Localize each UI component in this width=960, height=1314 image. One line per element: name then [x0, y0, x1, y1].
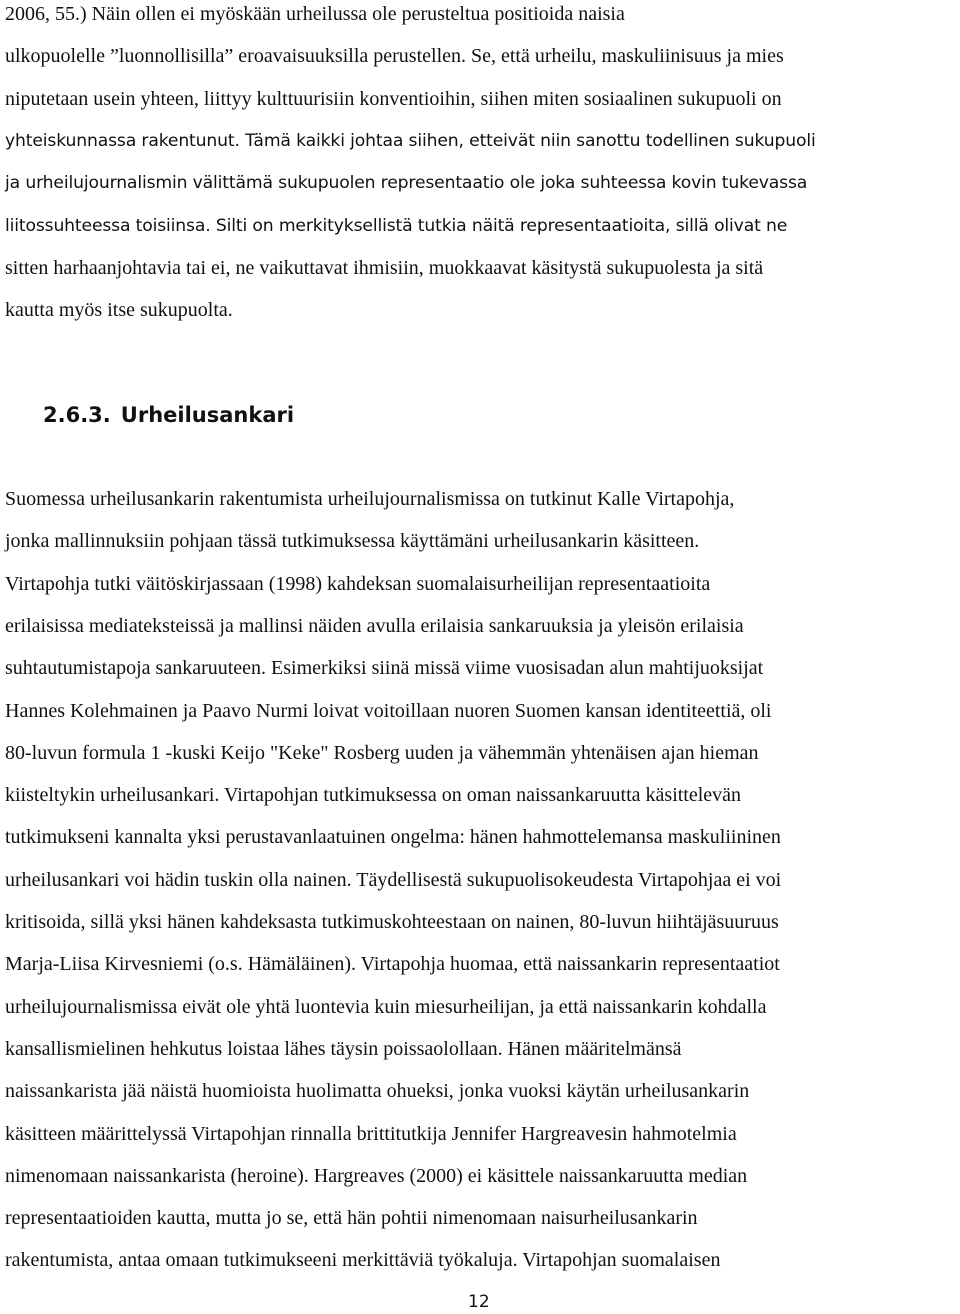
text-line: kansallismielinen hehkutus loistaa lähes täysin poissaolollaan. Hänen määritelmänsä	[5, 1037, 682, 1060]
text-line: rakentumista, antaa omaan tutkimukseeni merkittäviä työkaluja. Virtapohjan suomalaisen	[5, 1249, 721, 1272]
section-title: Urheilusankari	[120, 403, 295, 427]
text-line: Marja-Liisa Kirvesniemi (o.s. Hämäläinen). Virtapohja huomaa, että naissankarin representaatiot	[5, 953, 780, 976]
text-line: naissankarista jää näistä huomioista huolimatta ohueksi, jonka vuoksi käytän urheilusankarin	[5, 1080, 750, 1103]
text-line: Hannes Kolehmainen ja Paavo Nurmi loivat voitoillaan nuoren Suomen kansan identiteettiä, oli	[5, 699, 772, 722]
text-line: kiisteltykin urheilusankari. Virtapohjan tutkimuksessa on oman naissankaruutta käsittelevän	[5, 784, 742, 807]
text-line: suhtautumistapoja sankaruuteen. Esimerkiksi siinä missä viime vuosisadan alun mahtijuoksijat	[5, 657, 764, 680]
text-line: sitten harhaanjohtavia tai ei, ne vaikuttavat ihmisiin, muokkaavat käsitystä sukupuolesta ja sitä	[5, 256, 764, 279]
page-number: 12	[468, 1292, 490, 1312]
text-line: ja urheilujournalismin välittämä sukupuolen representaatio ole joka suhteessa kovin tukevassa	[5, 173, 808, 194]
text-line: ulkopuolelle ”luonnollisilla” eroavaisuuksilla perustellen. Se, että urheilu, maskuliinisuus ja mies	[5, 45, 784, 68]
text-line: yhteiskunnassa rakentunut. Tämä kaikki johtaa siihen, etteivät niin sanottu todellinen sukupuoli	[5, 130, 816, 151]
text-line: jonka mallinnuksiin pohjaan tässä tutkimuksessa käyttämäni urheilusankarin käsitteen.	[5, 530, 700, 553]
section-heading	[43, 399, 294, 431]
text-line: Suomessa urheilusankarin rakentumista urheilujournalismissa on tutkinut Kalle Virtapohja,	[5, 488, 735, 510]
text-line: 80-luvun formula 1 -kuski Keijo "Keke" Rosberg uuden ja vähemmän yhtenäisen ajan hieman	[5, 741, 759, 764]
text-line: 2006, 55.) Näin ollen ei myöskään urheilussa ole perusteltua positioida naisia	[5, 3, 625, 25]
text-line: kritisoida, sillä yksi hänen kahdeksasta tutkimuskohteestaan on nainen, 80-luvun hiihtäjäsuuruus	[5, 911, 779, 933]
text-line: nimenomaan naissankarista (heroine). Hargreaves (2000) ei käsittele naissankaruutta median	[5, 1164, 748, 1187]
text-line: representaatioiden kautta, mutta jo se, että hän pohtii nimenomaan naisurheilusankarin	[5, 1207, 698, 1230]
section-number: 2.6.3.	[43, 403, 111, 427]
text-line: urheilujournalismissa eivät ole yhtä luontevia kuin miesurheilijan, ja että naissankarin kohdalla	[5, 995, 767, 1018]
text-line: liitossuhteessa toisiinsa. Silti on merkityksellistä tutkia näitä representaatioita, sillä olivat ne	[5, 215, 788, 236]
text-line: käsitteen määrittelyssä Virtapohjan rinnalla brittitutkija Jennifer Hargreavesin hahmotelmia	[5, 1122, 737, 1145]
text-line: tutkimukseni kannalta yksi perustavanlaatuinen ongelma: hänen hahmottelemansa maskuliininen	[5, 826, 781, 849]
text-line: Virtapohja tutki väitöskirjassaan (1998) kahdeksan suomalaisurheilijan representaatioita	[5, 572, 711, 595]
text-line: kautta myös itse sukupuolta.	[5, 299, 233, 322]
text-line: urheilusankari voi hädin tuskin olla nainen. Täydellisestä sukupuolisokeudesta Virtapohjaa ei voi	[5, 868, 782, 891]
text-line: niputetaan usein yhteen, liittyy kulttuurisiin konventioihin, siihen miten sosiaalinen sukupuoli on	[5, 87, 782, 110]
text-line: erilaisissa mediateksteissä ja mallinsi näiden avulla erilaisia sankaruuksia ja yleisön erilaisia	[5, 614, 744, 637]
